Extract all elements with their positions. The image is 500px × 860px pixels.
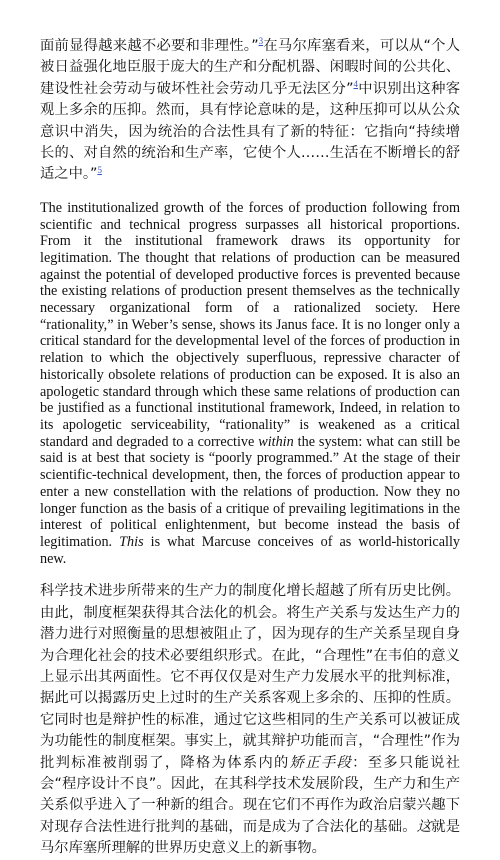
text-run: ：至多只能说社会“程序设计不良”。因此，在其科学技术发展阶段，生产力和生产关系似乎进入了一种新的组合。现在它们不再作为政治启蒙兴趣下对现存合法性进行批判的基础，而是成为了合法化的基础。: [40, 754, 461, 835]
text-run: the system: what can still be said is at best that society is “poorly programmed.” At the stage of their scientific-technical development, then, the forces of production appear to enter a new constellation with the relations of production. Now they no longer function as the basis of a critique of prevailing legitimations in the interest of political enlightenment, but become instead the basis of legitimation.: [40, 433, 460, 550]
text-run: is what Marcuse conceives of as world-historically new.: [40, 533, 460, 567]
text-run: 面前显得越来越不必要和非理性。”: [40, 38, 259, 54]
footnote-link-4[interactable]: 4: [353, 79, 358, 90]
italic-text: 矫正手段: [289, 754, 353, 771]
english-paragraph: [40, 200, 460, 567]
italic-text: This: [119, 533, 144, 550]
text-run: 科学技术进步所带来的生产力的制度化增长超越了所有历史比例。由此，制度框架获得其合法化的机会。将生产关系与发达生产力的潜力进行对照衡量的思想被阻止了，因为现存的生产关系呈现自身为合理化社会的技术必要组织形式。在此，“合理性”在韦伯的意义上显示出其两面性。它不再仅仅是对生产力发展水平的批判标准，据此可以揭露历史上过时的生产关系客观上多余的、压抑的性质。它同时也是辩护性的标准，通过它这些相同的生产关系可以被证成为功能性的制度框架。事实上，就其辩护功能而言，“合理性”作为批判标准被削弱了，降格为体系内的: [40, 583, 460, 771]
italic-text: 这: [416, 818, 432, 835]
chinese-paragraph-intro: [40, 36, 460, 186]
text-run: The institutionalized growth of the forces of production following from scientific and technical progress surpasses all historical proportions. From it the institutional framework draws its opportunity for legitimation. The thought that relations of production can be measured against the potential of developed productive forces is prevented because the existing relations of production present themselves as the technically necessary organizational form of a rationalized society. Here “rationality,” in Weber’s sense, shows its Janus face. It is no longer only a critical standard for the developmental level of the forces of production in relation to which the objectively superfluous, repressive character of historically obsolete relations of production can be exposed. It is also an apologetic standard through which these same relations of production can be justified as a functional institutional framework, Indeed, in relation to its apologetic serviceability, “rationality” is weakened as a critical standard and degraded to a corrective: [40, 199, 460, 450]
text-run: 中识别出这种客观上多余的压抑。然而，具有悖论意味的是，这种压抑可以从公众意识中消失，因为统治的合法性具有了新的特征：它指向“持续增长的、对自然的统治和生产率，它使个人……生活在不断增长的舒适之中。”: [40, 80, 461, 183]
footnote-link-5[interactable]: 5: [97, 164, 102, 175]
footnote-link-3[interactable]: 3: [258, 36, 264, 47]
chinese-paragraph-translation: [40, 581, 460, 859]
text-run: 在马尔库塞看来，可以从“个人被日益强化地臣服于庞大的生产和分配机器、闲暇时间的公共化、建设性社会劳动与破坏性社会劳动几乎无法区分”: [40, 38, 461, 97]
italic-text: within: [258, 433, 294, 450]
text-run: 就是马尔库塞所理解的世界历史意义上的新事物。: [40, 818, 461, 857]
document-page: [40, 36, 460, 860]
